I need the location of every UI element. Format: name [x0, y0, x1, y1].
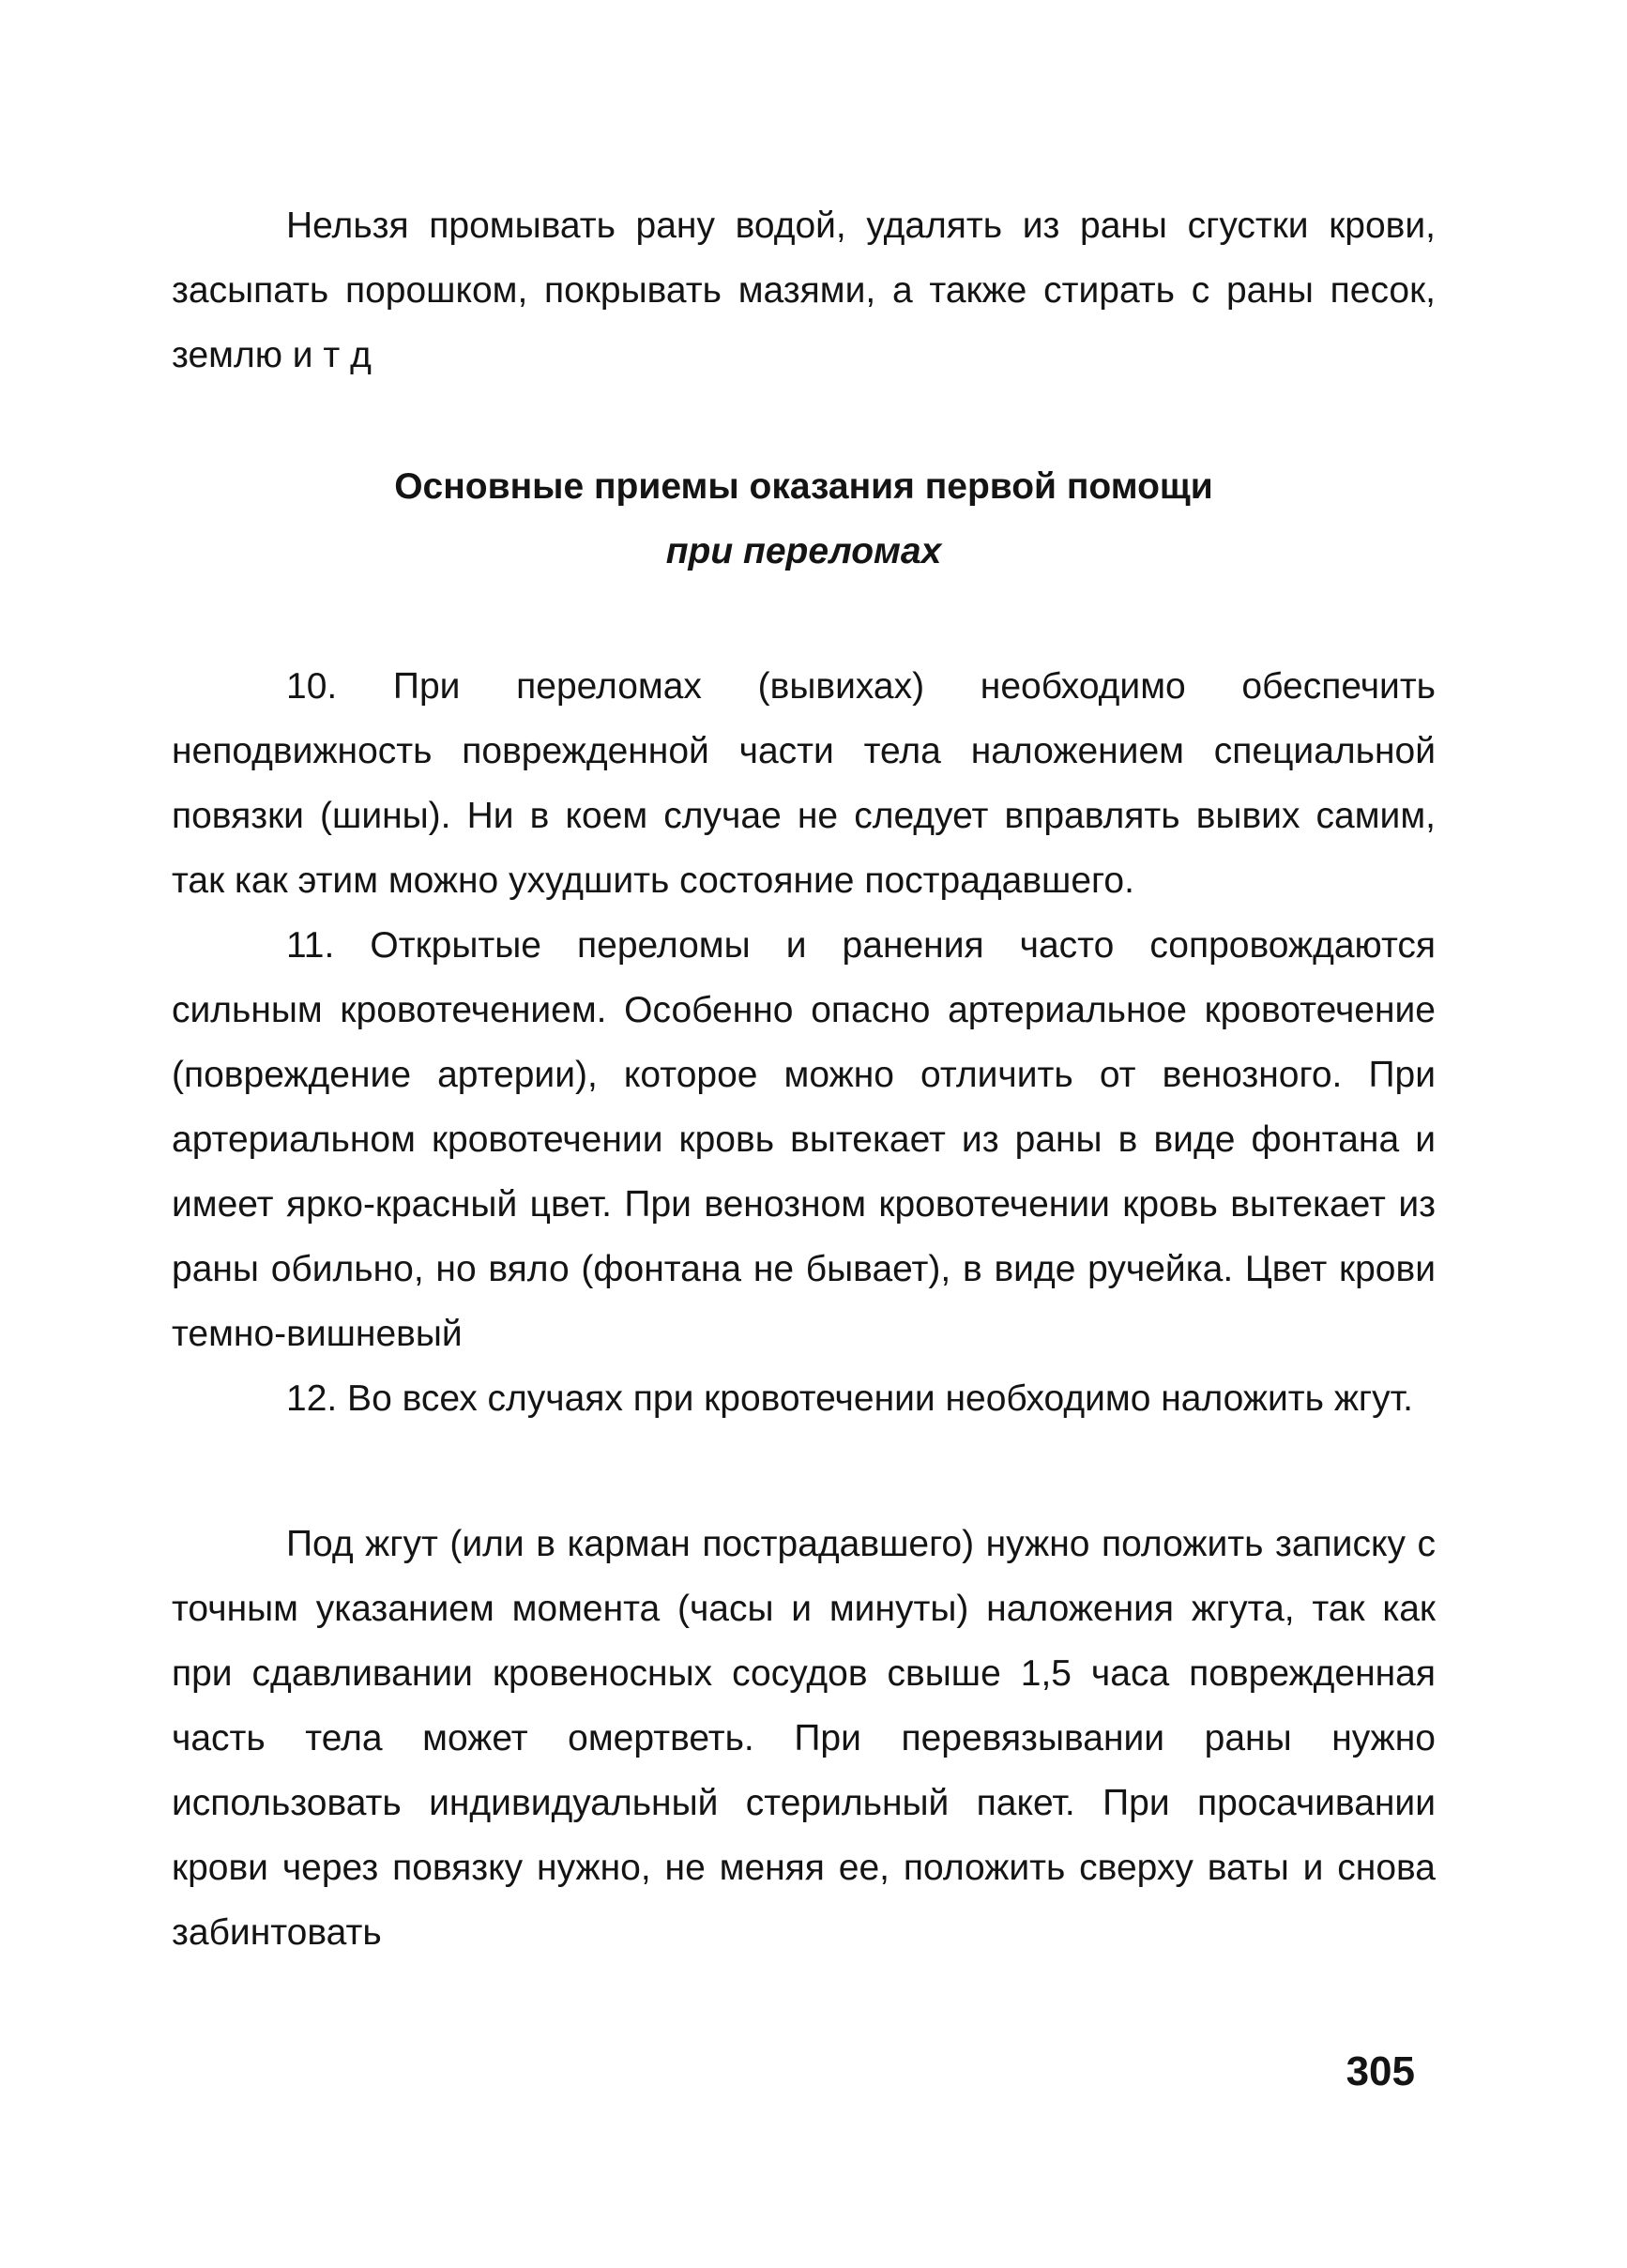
section-heading-line-2: при переломах [665, 531, 942, 571]
page-number: 305 [1346, 2048, 1415, 2094]
paragraph-item-12: 12. Во всех случаях при кровотечении необходимо наложить жгут. [286, 1378, 1414, 1419]
intro-text-block [172, 193, 1436, 388]
section-heading-line-1: Основные приемы оказания первой помощи [394, 466, 1213, 507]
intro-paragraph: Нельзя промывать рану водой, удалять из раны сгустки крови, засыпать порошком, покрывать мазями, а также стирать с раны песок, землю и т д [172, 205, 1436, 375]
paragraph-item-11: 11. Открытые переломы и ранения часто сопровождаются сильным кровотечением. Особенно опасно артериальное кровотечение (повреждение артерии), которое можно отличить от венозного. При артериальном кровотечении кровь вытекает из раны в виде фонтана и имеет ярко-красный цвет. При венозном кровотечении кровь вытекает из раны обильно, но вяло (фонтана не бывает), в виде ручейка. Цвет крови темно-вишневый [172, 925, 1436, 1354]
numbered-items-block [172, 654, 1436, 1431]
closing-paragraph: Под жгут (или в карман пострадавшего) нужно положить записку с точным указанием момента (часы и минуты) наложения жгута, так как при сдавливании кровеносных сосудов свыше 1,5 часа поврежденная часть тела может омертветь. При перевязывании раны нужно использовать индивидуальный стерильный пакет. При просачивании крови через повязку нужно, не меняя ее, положить сверху ваты и снова забинтовать [172, 1524, 1436, 1953]
section-heading [172, 454, 1436, 584]
paragraph-item-10: 10. При переломах (вывихах) необходимо обеспечить неподвижность поврежденной части тела наложением специальной повязки (шины). Ни в коем случае не следует вправлять вывих самим, так как этим можно ухудшить состояние пострадавшего. [172, 666, 1436, 901]
closing-text-block [172, 1512, 1436, 1965]
